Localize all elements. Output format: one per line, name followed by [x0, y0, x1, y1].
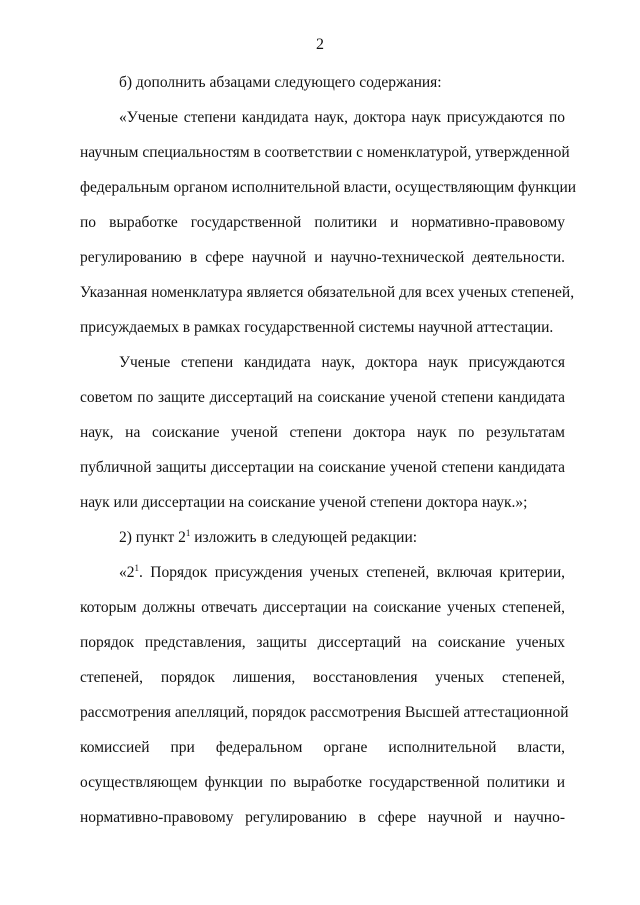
- paragraph-line: регулированию в сфере научной и научно-технической деятельности.: [80, 249, 565, 266]
- paragraph-line: [119, 563, 565, 583]
- paragraph-line: «Ученые степени кандидата наук, доктора наук присуждаются по: [119, 109, 565, 126]
- superscript: 1: [134, 563, 139, 573]
- paragraph-line: по выработке государственной политики и нормативно-правовому: [80, 214, 565, 231]
- text-segment: изложить в следующей редакции:: [190, 529, 418, 546]
- text-segment: 2) пункт 2: [119, 529, 186, 546]
- paragraph-line: нормативно-правовому регулированию в сфере научной и научно-: [80, 809, 565, 826]
- paragraph-line: наук, на соискание ученой степени доктора наук по результатам: [80, 424, 565, 441]
- paragraph-line: Ученые степени кандидата наук, доктора наук присуждаются: [119, 354, 565, 371]
- paragraph-line: публичной защиты диссертации на соискание ученой степени кандидата: [80, 459, 565, 476]
- paragraph-line: [119, 528, 565, 548]
- page-number: 2: [316, 36, 324, 53]
- paragraph-line: степеней, порядок лишения, восстановления ученых степеней,: [80, 669, 565, 686]
- paragraph-line: Указанная номенклатура является обязательной для всех ученых степеней,: [80, 284, 575, 301]
- paragraph-line: рассмотрения апелляций, порядок рассмотрения Высшей аттестационной: [80, 704, 569, 721]
- paragraph-line: порядок представления, защиты диссертаций на соискание ученых: [80, 634, 565, 651]
- paragraph-line: научным специальностям в соответствии с номенклатурой, утвержденной: [80, 144, 570, 161]
- superscript: 1: [185, 528, 191, 538]
- paragraph-line: которым должны отвечать диссертации на соискание ученых степеней,: [80, 599, 565, 616]
- paragraph-line: присуждаемых в рамках государственной системы научной аттестации.: [80, 319, 554, 336]
- paragraph-line: советом по защите диссертаций на соискание ученой степени кандидата: [80, 389, 565, 406]
- paragraph-line: федеральным органом исполнительной власти, осуществляющим функции: [80, 179, 577, 196]
- text-segment: . Порядок присуждения ученых степеней, включая критерии,: [139, 564, 565, 581]
- paragraph-line: осуществляющем функции по выработке государственной политики и: [80, 774, 565, 791]
- paragraph-line: наук или диссертации на соискание ученой степени доктора наук.»;: [80, 494, 528, 511]
- text-segment: «2: [119, 564, 135, 581]
- paragraph-line: б) дополнить абзацами следующего содержания:: [119, 74, 442, 91]
- paragraph-line: комиссией при федеральном органе исполнительной власти,: [80, 739, 565, 756]
